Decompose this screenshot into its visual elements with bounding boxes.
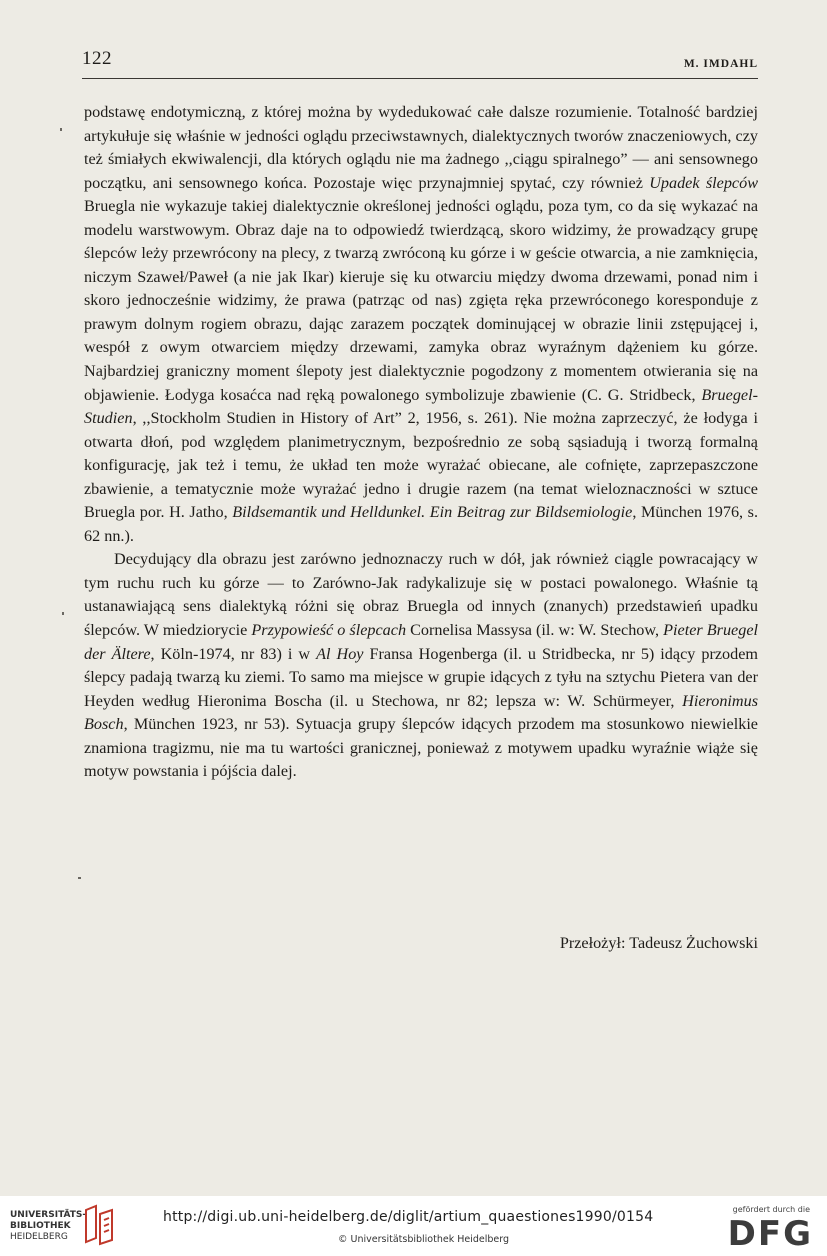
italic-title: Hieronimus Bosch [84, 691, 758, 734]
text-run: Fransa Hogenberga (il. u Stridbecka, nr 5) idący przodem ślepcy padają twarzą ku ziemi. To samo ma miejsce w grupie idących z tyłu na sztychu Pietera van der Heyden według Hieronima Boscha (il. u Stechowa, nr 82; lepsza w: W. Schürmeyer, [84, 644, 759, 710]
text-run: , München 1923, nr 53). Sytuacja grupy ślepców idących przodem ma stosunkowo niewielkie znamiona tragizmu, nie ma tu wartości granicznej, ponieważ z motywem upadku wyraźnie wiąże się motyw powstania i pójścia dalej. [84, 715, 758, 781]
text-run: podstawę endotymiczną, z której można by wydedukować całe dalsze rozumienie. Totalność bardziej artykułuje się właśnie w jedności oglądu przeciwstawnych, dialektycznych tworów znaczeniowych, czy też śmiałych ekwiwalencji, dla których oglądu nie ma żadnego ,,ciągu spiralnego” — ani sensownego początku, ani sensownego końca. Pozostaje więc przynajmniej spytać, czy również [84, 103, 758, 192]
library-logo-icon [82, 1204, 116, 1246]
running-header [82, 48, 758, 79]
text-run: Cornelisa Massysa (il. w: W. Stechow, [406, 621, 664, 640]
running-author: M. IMDAHL [683, 58, 758, 70]
funding-note: gefördert durch die [732, 1205, 810, 1214]
text-run: Bruegla nie wykazuje takiej dialektycznie określonej jedności oglądu, poza tym, co da się wykazać na modelu warstwowym. Obraz daje na to odpowiedź twierdzącą, skoro widzimy, że prowadzący grupę ślepców leży przewrócony na plecy, z twarzą zwróconą ku górze i w geście otwarcia, a nie zamknięcia, niczym Szaweł/Paweł (a nie jak Ikar) kieruje się ku otwarciu między dwoma drzewami, ponad nim i skoro jednocześnie widzimy, że prawa (patrząc od nas) zgięta ręka przewróconego koresponduje z prawym dolnym rogiem obrazu, dając zarazem początek dominującej w obrazie linii zstępującej i, wespół z owym otwarciem między drzewami, zamyka obraz wyraźnym dążeniem ku górze. Najbardziej graniczny moment ślepoty jest dialektycznie pogodzony z momentem otwierania się na objawienie. Łodyga kosaćca nad ręką powalonego symbolizuje zbawienie (C. G. Stridbeck, [84, 197, 758, 404]
paragraph-2 [84, 548, 758, 783]
copyright-notice: © Universitätsbibliothek Heidelberg [338, 1234, 510, 1245]
italic-title: Bruegel-Studien [84, 385, 758, 428]
italic-title: Bildsemantik und Helldunkel. Ein Beitrag zur Bildsemiologie [232, 503, 633, 522]
scan-mark [62, 612, 64, 615]
text-run: , Köln-1974, nr 83) i w [150, 644, 317, 663]
translator-credit: Przełożył: Tadeusz Żuchowski [559, 934, 758, 952]
italic-title: Upadek ślepców [649, 173, 758, 192]
paragraph-1 [84, 101, 758, 548]
scan-mark [78, 877, 81, 879]
text-run: Decydujący dla obrazu jest zarówno jednoznaczy ruch w dół, jak również ciągle powracający w tym ruchu ruch ku górze — to Zarówno-Jak radykalizuje się w postaci powalonego. Właśnie tą ustanawiającą sens dialektyką różni się obraz Bruegla od innych (znanych) przedstawień upadku ślepców. W miedziorycie [84, 550, 758, 640]
body-text [84, 101, 758, 784]
dfg-logo: DFG [727, 1214, 813, 1254]
text-run: , München 1976, s. 62 nn.). [84, 503, 759, 545]
italic-title: Al Hoy [316, 644, 364, 663]
text-run: , ,,Stockholm Studien in History of Art” 2, 1956, s. 261). Nie można zaprzeczyć, że łodyga i otwarta dłoń, pod względem planimetrycznym, bezpośrednio ze sobą sąsiadują i tworzą formalną konfigurację, jak też i temu, że układ ten może wyrażać obiecane, ale cofnięte, zaprzepaszczone zbawienie, a tematycznie może wyrażać jedno i drugie razem (na temat wieloznaczności w sztuce Bruegla por. H. Jatho, [84, 409, 758, 522]
italic-title: Pieter Bruegel der Ältere [84, 621, 759, 663]
permalink-url[interactable]: http://digi.ub.uni-heidelberg.de/diglit/artium_quaestiones1990/0154 [163, 1209, 654, 1225]
italic-title: Przypowieść o ślepcach [251, 621, 407, 640]
library-name: UNIVERSITÄTS- BIBLIOTHEK HEIDELBERG [10, 1210, 87, 1242]
digitization-footer [0, 1196, 827, 1256]
page-number: 122 [82, 48, 112, 69]
scan-mark [60, 128, 62, 131]
